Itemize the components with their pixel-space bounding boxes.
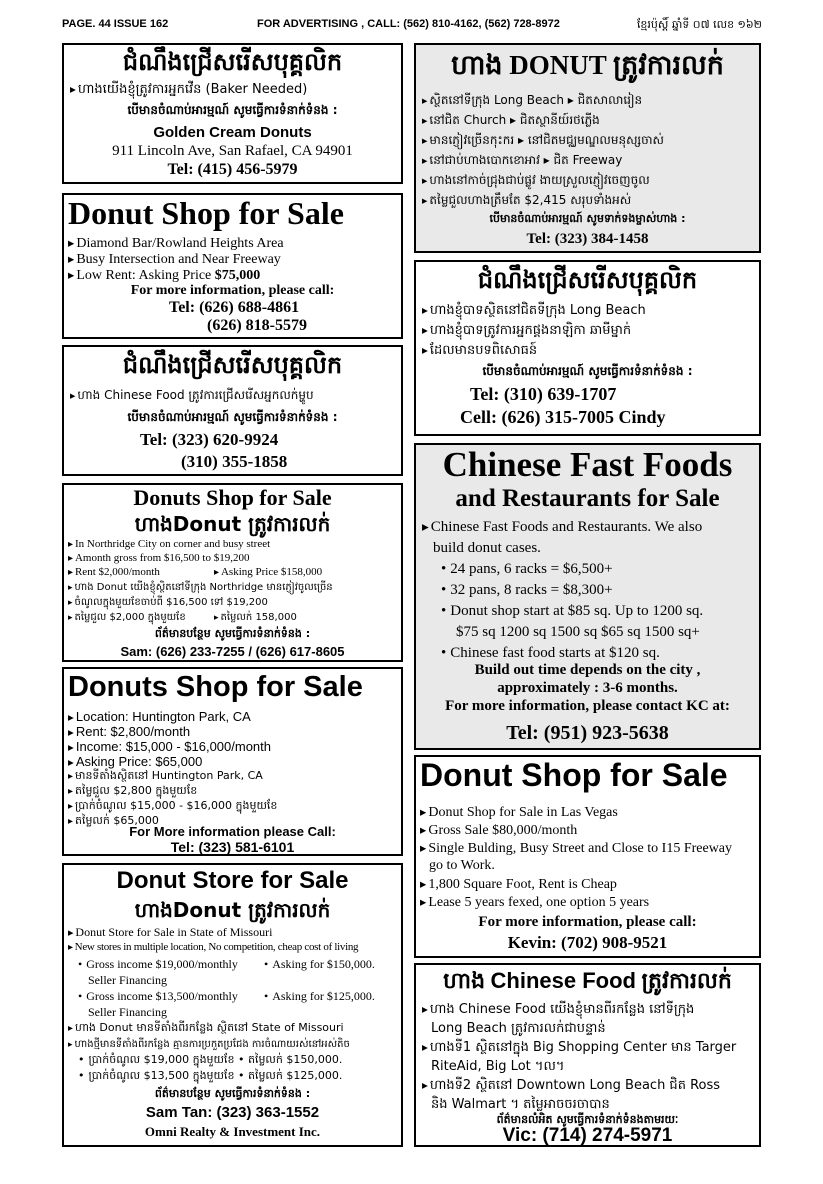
more-info: For more information, please contact KC at: — [445, 698, 730, 714]
ad-line: ▸ ហាងខ្ញុំបាទត្រូវការអ្នកផ្គងនាឡិកា ឆាមីម្នាក់ — [422, 322, 631, 341]
ad-line: ▸ ស្ថិតនៅទីក្រុង Long Beach ▸ ជិតសាលារៀន — [422, 92, 642, 110]
ad-bullet: • 24 pans, 6 racks = $6,500+ — [441, 561, 613, 578]
ad-line: ▸ តម្លៃលក់ 158,000 — [214, 610, 297, 625]
ad-title: Donut Shop for Sale — [68, 195, 344, 231]
ad-donut-shop-las-vegas — [414, 755, 761, 958]
phone: Tel: (310) 639-1707 — [470, 384, 617, 404]
ad-title: ជំណឹងជ្រើសរើសបុគ្គលិក — [122, 351, 343, 379]
contact-label: បើមានចំណាប់អារម្មណ៍ សូមធ្វើការទំនាក់ទំនង : — [127, 103, 338, 117]
ad-line: ▸ Location: Huntington Park, CA — [68, 709, 251, 724]
ad-title: ជំណឹងជ្រើសរើសបុគ្គលិក — [122, 48, 343, 76]
ad-line: ▸ Low Rent: Asking Price $75,000 — [68, 267, 260, 284]
ad-line: ▸ New stores in multiple location, No competition, cheap cost of living — [68, 941, 358, 953]
ad-title: Donuts Shop for Sale — [68, 671, 363, 703]
ad-line: ▸ In Northridge City on corner and busy street — [68, 538, 270, 550]
ad-title: Donut Store for Sale — [116, 867, 349, 894]
business-address: 911 Lincoln Ave, San Rafael, CA 94901 — [112, 143, 353, 159]
contact-label: បើមានចំណាប់អារម្មណ៍ សូមទាក់ទងម្ចាស់ហាង : — [489, 212, 686, 225]
ad-title: ហាង Chinese Food ត្រូវការលក់ — [443, 968, 732, 994]
ad-line: ▸ Asking Price: $65,000 — [68, 754, 202, 769]
ad-line: Seller Financing — [88, 1005, 167, 1019]
ad-line: Seller Financing — [88, 973, 167, 987]
ad-chinese-food-long-beach — [414, 963, 761, 1147]
ad-line: ▸ ហាងទី2 ស្ថិតនៅ Downtown Long Beach ជិត Ross — [422, 1077, 720, 1096]
more-info: For More information please Call: — [129, 824, 336, 839]
ad-subtitle: and Restaurants for Sale — [455, 485, 720, 512]
ad-line: ▸ ហាង Donut យើងខ្ញុំស្ថិតនៅទីក្រុង Northridge មានភ្ញៀវចូលច្រើន — [68, 580, 333, 595]
ad-line: ▸ ដែលមានបទពិសោធន៍ — [422, 342, 537, 361]
ad-long-beach-hiring — [414, 260, 761, 436]
ad-line: ▸ មានភ្ញៀវច្រើនកុះករ ▸ នៅជិតមជ្ឈមណ្ឌលមនុស្សចាស់ — [422, 132, 664, 150]
ad-line: ▸ ហាង Chinese Food ត្រូវការជ្រើសរើសអ្នកលក់ម្ហូប — [70, 387, 314, 405]
more-info: For more information, please call: — [130, 283, 335, 298]
ad-title: Chinese Fast Foods — [442, 445, 733, 484]
ad-line: និង Walmart ។ តម្លៃអាចចរចាបាន — [431, 1097, 610, 1112]
ad-line: ▸ Donut Store for Sale in State of Missouri — [68, 925, 272, 940]
ad-line: ▸ ហាងនៅកាច់ជ្រុងជាប់ផ្លូវ ងាយស្រួលភ្ញៀវចេញចូល — [422, 172, 650, 190]
ad-line: ▸ តម្លៃជួល $2,000 ក្នុងមួយខែ — [68, 610, 186, 625]
phone: Sam: (626) 233-7255 / (626) 617-8605 — [120, 644, 345, 659]
advertising-line: FOR ADVERTISING , CALL: (562) 810-4162, (562) 728-8972 — [257, 18, 560, 30]
phone: Vic: (714) 274-5971 — [502, 1125, 673, 1146]
ad-line: ▸ ហាង Donut មានទីតាំងពីរកន្លែង ស្ថិតនៅ State of Missouri — [68, 1021, 344, 1037]
ad-line: ▸ ប្រាក់ចំណូល $15,000 - $16,000 ក្នុងមួយខែ — [68, 799, 277, 815]
contact-label: បើមានចំណាប់អារម្មណ៍ សូមធ្វើការទំនាក់ទំនង : — [127, 410, 338, 424]
ad-chinese-food-hiring — [62, 345, 403, 476]
company: Omni Realty & Investment Inc. — [144, 1124, 321, 1139]
contact-label: ព័ត៌មានបន្ថែម សូមធ្វើការទំនាក់ទំនង : — [154, 627, 311, 640]
contact-label: បើមានចំណាប់អារម្មណ៍ សូមធ្វើការទំនាក់ទំនង : — [482, 364, 693, 378]
ad-line: ▸ តម្លៃជួលហាងត្រឹមតែ $2,415 សរុបទាំងអស់ — [422, 192, 631, 210]
phone: (626) 818-5579 — [207, 317, 307, 334]
khmer-date: ខ្មែរប៉ុស្តិ៍ ឆ្នាំទី ០៧ លេខ ១៦២ — [636, 18, 762, 31]
more-info: For more information, please call: — [478, 914, 697, 930]
ad-line: ▸ Diamond Bar/Rowland Heights Area — [68, 235, 284, 252]
ad-line: ▸ នៅជិត Church ▸ ជិតស្ថានីយ៍រថភ្លើង — [422, 112, 600, 130]
phone: Cell: (626) 315-7005 Cindy — [460, 407, 666, 427]
ad-bullet: • Donut shop start at $85 sq. Up to 1200 sq. — [441, 603, 703, 620]
build-time: approximately : 3-6 months. — [497, 680, 678, 696]
build-time: Build out time depends on the city , — [474, 662, 701, 678]
phone: (310) 355-1858 — [181, 452, 288, 471]
ad-line: ▸ ហាងទី1 ស្ថិតនៅក្នុង Big Shopping Center មាន Targer — [422, 1039, 736, 1058]
ad-line: ▸ ចំណូលក្នុងមួយខែចាប់ពី $16,500 ទៅ $19,200 — [68, 595, 268, 610]
ad-line: ▸ Busy Intersection and Near Freeway — [68, 251, 281, 268]
ad-line: • Gross income $13,500/monthly — [78, 989, 238, 1004]
ad-line: ▸ ហាង Chinese Food យើងខ្ញុំមានពីរកន្លែង នៅទីក្រុង — [422, 1001, 694, 1020]
ad-chinese-fast-foods — [414, 443, 761, 750]
business-name: Golden Cream Donuts — [153, 124, 312, 141]
ad-line: ▸ Single Bulding, Busy Street and Close to I15 Freeway — [420, 840, 732, 857]
ad-line: go to Work. — [429, 858, 495, 873]
ad-line: ▸ Rent $2,000/month — [68, 566, 160, 578]
ad-title-khmer: ហាងDonut ត្រូវការលក់ — [134, 898, 331, 922]
phone: Tel: (323) 581-6101 — [170, 839, 295, 855]
ad-baker-needed — [62, 43, 403, 184]
ad-donut-long-beach — [414, 43, 761, 253]
ad-donut-shop-diamond-bar — [62, 193, 403, 339]
ad-title: ជំណឹងជ្រើសរើសបុគ្គលិក — [477, 266, 698, 294]
ad-line: ▸ Asking Price $158,000 — [214, 566, 322, 578]
ad-line: Long Beach ត្រូវការលក់ជាបន្ទាន់ — [431, 1021, 606, 1036]
phone: Tel: (951) 923-5638 — [506, 722, 669, 744]
ad-bullet: • Chinese fast food starts at $120 sq. — [441, 645, 660, 662]
ad-line: ▸ Rent: $2,800/month — [68, 724, 190, 739]
ad-line: ▸ Donut Shop for Sale in Las Vegas — [420, 804, 618, 821]
ad-line: $75 sq 1200 sq 1500 sq $65 sq 1500 sq+ — [456, 624, 700, 640]
ad-line: ▸ ហាងយើងខ្ញុំត្រូវការអ្នកវើន (Baker Needed) — [70, 81, 307, 100]
ad-line: • Asking for $125,000. — [264, 989, 375, 1004]
ad-line: ▸ ហាងខ្ញុំបាទស្ថិតនៅជិតទីក្រុង Long Beach — [422, 302, 646, 321]
phone: Sam Tan: (323) 363-1552 — [145, 1104, 320, 1121]
ad-title: ហាង DONUT ត្រូវការលក់ — [451, 50, 724, 81]
ad-line: • Gross income $19,000/monthly — [78, 957, 238, 972]
ad-donuts-shop-huntington-park — [62, 667, 403, 856]
ad-line: ▸ នៅជាប់ហាងបោកខោអាវ ▸ ជិត Freeway — [422, 152, 622, 170]
page-issue: PAGE. 44 ISSUE 162 — [62, 18, 169, 30]
ad-title: Donuts Shop for Sale — [133, 485, 332, 510]
ad-line: ▸ ហាងថ្មីមានទីតាំងពីរកន្លែង គ្មានការប្រកួតប្រជែង ការចំណាយរស់នៅអស់តិច — [68, 1037, 350, 1052]
ad-title-khmer: ហាងDonut ត្រូវការលក់ — [134, 512, 331, 536]
ad-line: build donut cases. — [433, 540, 541, 556]
ad-donut-store-missouri — [62, 863, 403, 1147]
ad-line: ▸ Lease 5 years fexed, one option 5 years — [420, 894, 649, 911]
ad-donuts-shop-northridge — [62, 483, 403, 662]
ad-bullet: • 32 pans, 8 racks = $8,300+ — [441, 582, 613, 599]
ad-line: RiteAid, Big Lot ។ល។ — [431, 1059, 565, 1074]
ad-line: • ប្រាក់ចំណូល $13,500 ក្នុងមួយខែ • តម្លៃលក់ $125,000. — [78, 1069, 342, 1085]
phone: Tel: (626) 688-4861 — [169, 299, 300, 316]
contact-label: ព័ត៌មានបន្ថែម សូមធ្វើការទំនាក់ទំនង : — [154, 1087, 311, 1100]
ad-line: • Asking for $150,000. — [264, 957, 375, 972]
ad-line: ▸ Chinese Fast Foods and Restaurants. We also — [422, 519, 702, 536]
ad-line: ▸ Gross Sale $80,000/month — [420, 822, 577, 839]
ad-line: ▸ តម្លៃលក់ $65,000 — [68, 814, 159, 830]
phone: Tel: (323) 384-1458 — [526, 231, 649, 247]
phone: Kevin: (702) 908-9521 — [507, 933, 668, 952]
ad-line: ▸ មានទីតាំងស្ថិតនៅ Huntington Park, CA — [68, 769, 263, 785]
ad-title: Donut Shop for Sale — [420, 757, 728, 793]
phone: Tel: (415) 456-5979 — [167, 161, 298, 178]
ad-line: ▸ 1,800 Square Foot, Rent is Cheap — [420, 876, 617, 893]
contact-label: ព័ត៌មានលំអិត សូមធ្វើការទំនាក់ទំនងតាមរយៈ — [496, 1113, 679, 1126]
ad-line: • ប្រាក់ចំណូល $19,000 ក្នុងមួយខែ • តម្លៃលក់ $150,000. — [78, 1053, 342, 1069]
ad-line: ▸ Amonth gross from $16,500 to $19,200 — [68, 552, 249, 564]
ad-line: ▸ តម្លៃជួល $2,800 ក្នុងមួយខែ — [68, 784, 197, 800]
phone: Tel: (323) 620-9924 — [140, 430, 279, 449]
page-header — [62, 18, 762, 32]
ad-line: ▸ Income: $15,000 - $16,000/month — [68, 739, 271, 754]
